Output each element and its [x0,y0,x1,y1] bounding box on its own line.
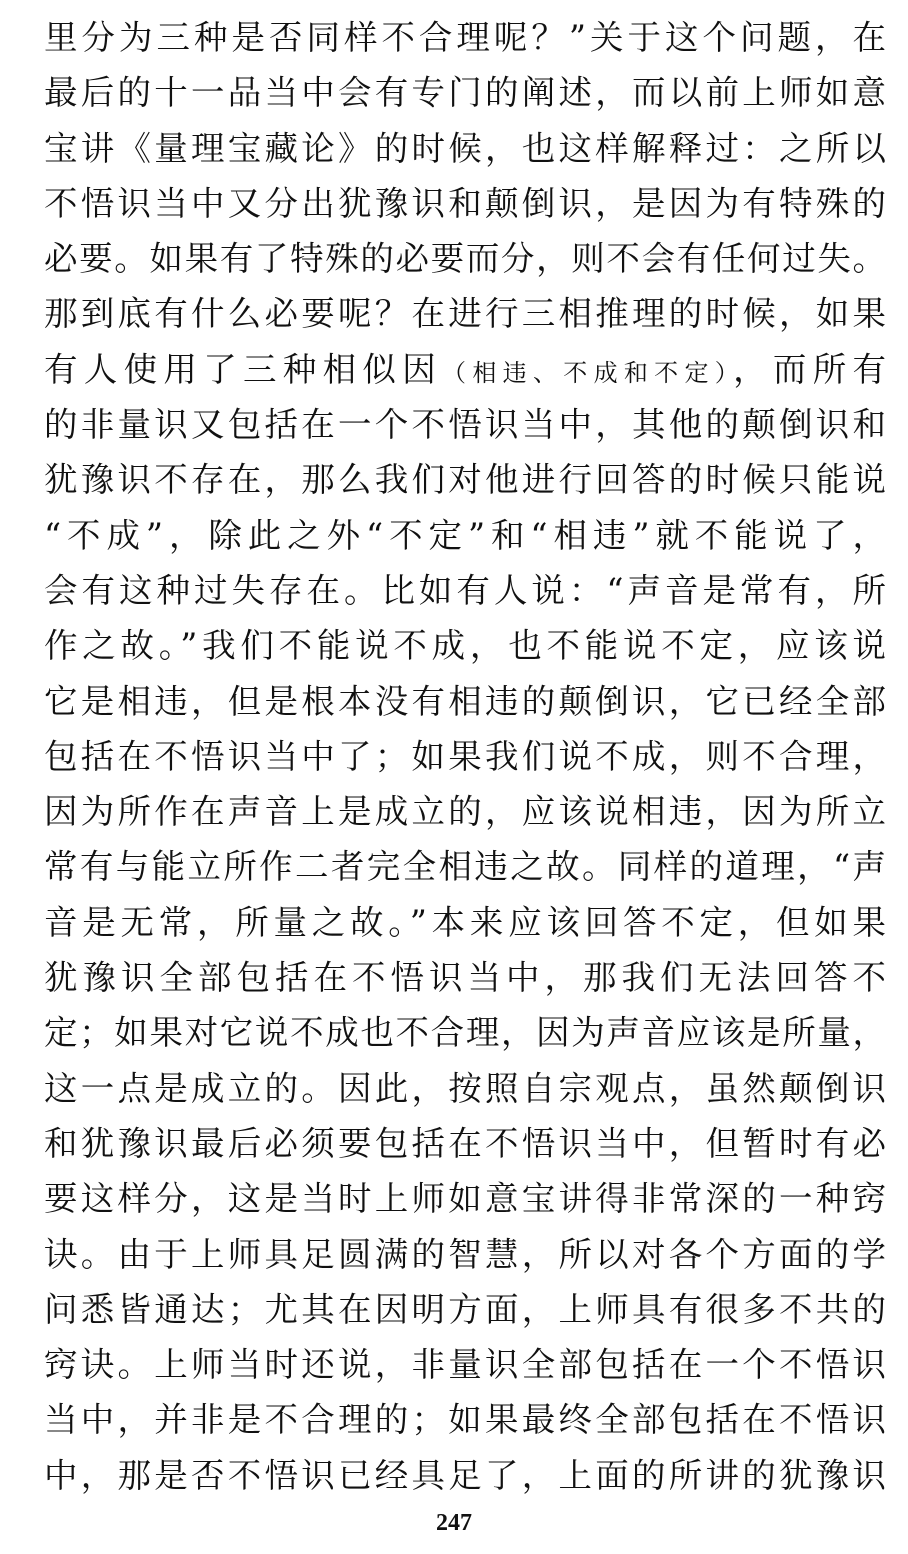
text-line-13: 它是相违，但是根本没有相违的颠倒识，它已经全部 [44,681,886,721]
text-line-25: 窍诀。上师当时还说，非量识全部包括在一个不悟识 [44,1345,886,1385]
text-line-26: 当中，并非是不合理的；如果最终全部包括在不悟识 [44,1400,886,1440]
text-line-2: 最后的十一品当中会有专门的阐述，而以前上师如意 [44,73,886,113]
text-line-22: 要这样分，这是当时上师如意宝讲得非常深的一种窍 [44,1179,886,1219]
inline-note: （相违、不成和不定） [442,358,734,387]
text-line-9: 犹豫识不存在，那么我们对他进行回答的时候只能说 [44,460,886,500]
text-line-12: 作之故。”我们不能说不成，也不能说不定，应该说 [44,626,886,666]
text-line-7-main: 有人使用了三种相似因 [44,349,443,389]
text-line-20: 这一点是成立的。因此，按照自宗观点，虽然颠倒识 [44,1068,886,1108]
text-line-14: 包括在不悟识当中了；如果我们说不成，则不合理， [44,736,886,776]
text-line-21: 和犹豫识最后必须要包括在不悟识当中，但暂时有必 [44,1123,886,1163]
text-line-7 [44,342,886,397]
text-line-16: 常有与能立所作二者完全相违之故。同样的道理，“声 [44,847,886,887]
text-line-11: 会有这种过失存在。比如有人说：“声音是常有，所 [44,570,886,610]
text-line-10: “不成”，除此之外“不定”和“相违”就不能说了， [44,515,886,555]
text-line-4: 不悟识当中又分出犹豫识和颠倒识，是因为有特殊的 [44,183,886,223]
text-line-17: 音是无常，所量之故。”本来应该回答不定，但如果 [44,902,886,942]
text-line-27: 中，那是否不悟识已经具足了，上面的所讲的犹豫识 [44,1455,886,1495]
text-line-19: 定；如果对它说不成也不合理，因为声音应该是所量， [44,1013,886,1053]
text-line-15: 因为所作在声音上是成立的，应该说相违，因为所立 [44,792,886,832]
text-line-23: 诀。由于上师具足圆满的智慧，所以对各个方面的学 [44,1234,886,1274]
page-number: 247 [436,1510,472,1536]
text-line-7-tail: ，而所有 [733,349,887,389]
text-line-5: 必要。如果有了特殊的必要而分，则不会有任何过失。 [44,239,886,279]
text-line-8: 的非量识又包括在一个不悟识当中，其他的颠倒识和 [44,405,886,445]
text-line-6: 那到底有什么必要呢？在进行三相推理的时候，如果 [44,294,886,334]
text-line-3: 宝讲《量理宝藏论》的时候，也这样解释过：之所以 [44,128,886,168]
text-body [44,10,886,1503]
text-line-1: 里分为三种是否同样不合理呢？”关于这个问题，在 [44,18,886,57]
text-line-24: 问悉皆通达；尤其在因明方面，上师具有很多不共的 [44,1289,886,1329]
text-line-18: 犹豫识全部包括在不悟识当中，那我们无法回答不 [44,958,886,998]
